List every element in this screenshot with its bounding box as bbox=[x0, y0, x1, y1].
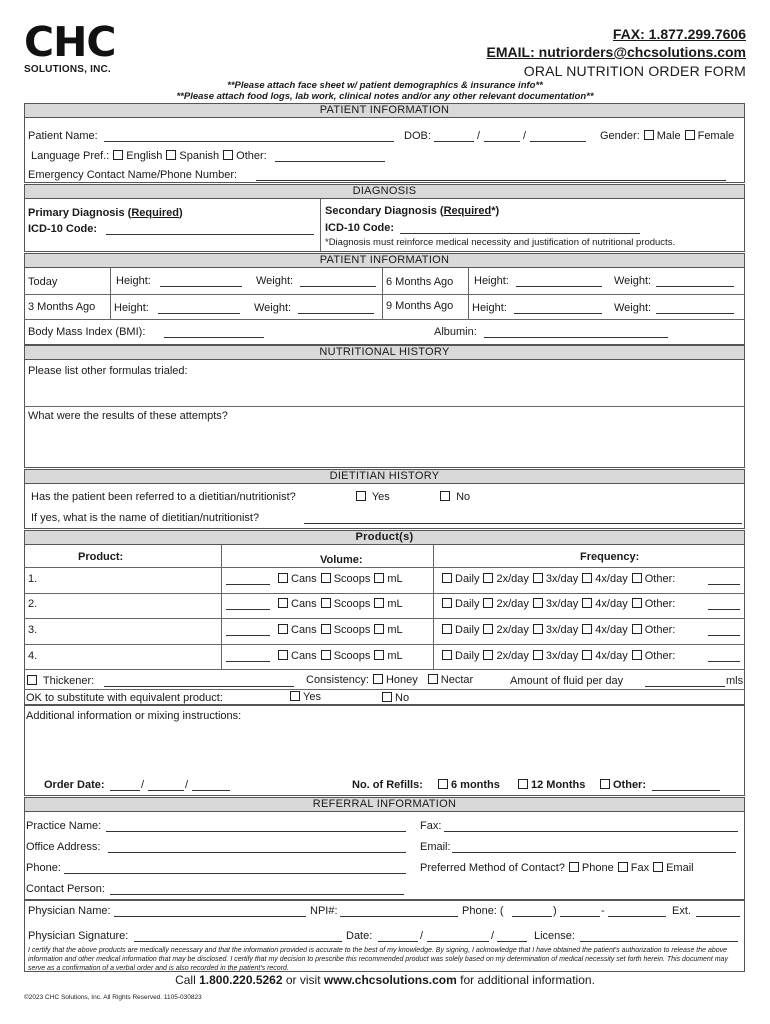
bmi-field[interactable] bbox=[164, 337, 264, 338]
refill-6-label: 6 months bbox=[451, 779, 500, 791]
product-2-4x-label: 4x/day bbox=[595, 598, 628, 610]
product-1-ml-label: mL bbox=[387, 573, 403, 585]
gender-label: Gender: bbox=[600, 130, 640, 142]
product-4-other-checkbox[interactable] bbox=[632, 650, 642, 660]
dob-label: DOB: bbox=[404, 130, 431, 142]
order-day-field[interactable] bbox=[148, 790, 184, 791]
dietitian-no-label: No bbox=[456, 491, 471, 503]
consistency-label: Consistency: bbox=[306, 674, 369, 686]
product-3-cans-label: Cans bbox=[291, 624, 317, 636]
product-column-header: Product: bbox=[78, 551, 124, 563]
certification-statement: I certify that the above products are medically necessary and that the information provided is accurate to the best of my knowledge. By signing, I acknowledge that I have obtained the patient's authorization to release the above information and other medical information that may be disclosed. I certify that my decision to prescribe this recommended product was solely based on my determination of medical necessity set forth herein. This document may serve as a confirmation of a verbal order and is also recorded in the patient's record. bbox=[28, 947, 728, 972]
signature-month-field[interactable] bbox=[378, 941, 418, 942]
product-1-other-field[interactable] bbox=[708, 584, 740, 585]
product-3-scoops-checkbox[interactable] bbox=[321, 624, 331, 634]
honey-checkbox[interactable] bbox=[373, 674, 383, 684]
product-3-cans-checkbox[interactable] bbox=[278, 624, 288, 634]
honey-label: Honey bbox=[385, 674, 418, 686]
refill-12-checkbox[interactable] bbox=[518, 779, 528, 789]
three-height-field[interactable] bbox=[158, 313, 240, 314]
product-2-ml-checkbox[interactable] bbox=[374, 598, 384, 608]
primary-diagnosis-label: Primary Diagnosis (Required) bbox=[28, 207, 183, 219]
product-2-2x-checkbox[interactable] bbox=[483, 598, 493, 608]
product-4-3x-checkbox[interactable] bbox=[533, 650, 543, 660]
product-2-daily-label: Daily bbox=[455, 598, 480, 610]
nectar-checkbox[interactable] bbox=[428, 674, 438, 684]
product-1-ml-checkbox[interactable] bbox=[374, 573, 384, 583]
product-1-cans-checkbox[interactable] bbox=[278, 573, 288, 583]
product-3-2x-label: 2x/day bbox=[496, 624, 529, 636]
female-checkbox[interactable] bbox=[685, 130, 695, 140]
attempt-results-label: What were the results of these attempts? bbox=[28, 410, 228, 422]
note-documentation: **Please attach food logs, lab work, clinical notes and/or any other relevant documentation** bbox=[176, 91, 594, 102]
product-1-other-checkbox[interactable] bbox=[632, 573, 642, 583]
product-4-volume-field[interactable] bbox=[226, 661, 270, 662]
product-4-other-label: Other: bbox=[644, 650, 676, 662]
nine-weight-label: Weight: bbox=[614, 302, 652, 314]
english-label: English bbox=[126, 150, 163, 162]
patient-name-field[interactable] bbox=[104, 141, 394, 142]
refill-other-label: Other: bbox=[613, 779, 646, 791]
dob-month-field[interactable] bbox=[434, 141, 474, 142]
male-checkbox[interactable] bbox=[644, 130, 654, 140]
logo-subtitle: SOLUTIONS, INC. bbox=[24, 64, 111, 75]
license-field[interactable] bbox=[580, 941, 738, 942]
product-row-4-label: 4. bbox=[28, 650, 38, 662]
product-2-3x-checkbox[interactable] bbox=[533, 598, 543, 608]
six-height-field[interactable] bbox=[516, 286, 602, 287]
product-row-1-label: 1. bbox=[28, 573, 38, 585]
footer-phone: 1.800.220.5262 bbox=[199, 973, 283, 987]
nine-height-field[interactable] bbox=[514, 313, 602, 314]
product-2-ml-label: mL bbox=[387, 598, 403, 610]
signature-date-label: Date: bbox=[346, 930, 373, 942]
product-row-2-label: 2. bbox=[28, 598, 38, 610]
product-3-daily-label: Daily bbox=[455, 624, 480, 636]
language-label: Language Pref.: bbox=[31, 150, 110, 162]
dietitian-yes-label: Yes bbox=[371, 491, 390, 503]
physician-phone-line-field[interactable] bbox=[608, 916, 666, 917]
six-weight-field[interactable] bbox=[656, 286, 734, 287]
product-3-2x-checkbox[interactable] bbox=[483, 624, 493, 634]
product-1-scoops-checkbox[interactable] bbox=[321, 573, 331, 583]
physician-area-code-field[interactable] bbox=[512, 916, 552, 917]
three-weight-label: Weight: bbox=[254, 302, 292, 314]
referral-email-field[interactable] bbox=[452, 852, 736, 853]
substitute-label: OK to substitute with equivalent product: bbox=[26, 692, 223, 704]
signature-day-field[interactable] bbox=[427, 941, 489, 942]
albumin-field[interactable] bbox=[484, 337, 668, 338]
product-1-volume-field[interactable] bbox=[226, 584, 270, 585]
section-dietitian-history: DIETITIAN HISTORY bbox=[24, 469, 745, 484]
section-patient-measures: PATIENT INFORMATION bbox=[24, 253, 745, 268]
product-4-2x-label: 2x/day bbox=[496, 650, 529, 662]
product-3-other-checkbox[interactable] bbox=[632, 624, 642, 634]
copyright: ©2023 CHC Solutions, Inc. All Rights Reserved. 1105-030823 bbox=[24, 994, 202, 1001]
substitute-yes-label: Yes bbox=[303, 691, 321, 703]
product-4-3x-label: 3x/day bbox=[545, 650, 579, 662]
practice-name-field[interactable] bbox=[106, 831, 406, 832]
product-3-volume-field[interactable] bbox=[226, 635, 270, 636]
refill-other-checkbox[interactable] bbox=[600, 779, 610, 789]
refill-12-label: 12 Months bbox=[531, 779, 586, 791]
section-patient-info: PATIENT INFORMATION bbox=[24, 103, 745, 118]
dietitian-referred-label: Has the patient been referred to a dietitian/nutritionist? bbox=[31, 491, 296, 503]
referral-phone-field[interactable] bbox=[64, 873, 406, 874]
spanish-label: Spanish bbox=[179, 150, 220, 162]
product-2-volume-field[interactable] bbox=[226, 609, 270, 610]
refill-6-checkbox[interactable] bbox=[438, 779, 448, 789]
ext-field[interactable] bbox=[696, 916, 740, 917]
product-3-daily-checkbox[interactable] bbox=[442, 624, 452, 634]
order-month-field[interactable] bbox=[110, 790, 140, 791]
product-1-2x-label: 2x/day bbox=[496, 573, 529, 585]
contact-fax-label: Fax bbox=[630, 862, 650, 874]
office-address-field[interactable] bbox=[108, 852, 406, 853]
product-4-ml-checkbox[interactable] bbox=[374, 650, 384, 660]
today-height-field[interactable] bbox=[160, 286, 242, 287]
order-year-field[interactable] bbox=[192, 790, 230, 791]
npi-label: NPI#: bbox=[310, 905, 338, 917]
physician-signature-field[interactable] bbox=[134, 941, 342, 942]
form-title: ORAL NUTRITION ORDER FORM bbox=[523, 63, 746, 79]
today-weight-label: Weight: bbox=[256, 275, 294, 287]
contact-email-label: Email bbox=[666, 862, 694, 874]
product-4-cans-checkbox[interactable] bbox=[278, 650, 288, 660]
product-4-daily-checkbox[interactable] bbox=[442, 650, 452, 660]
physician-phone-prefix-field[interactable] bbox=[560, 916, 600, 917]
product-4-daily-label: Daily bbox=[455, 650, 480, 662]
refill-other-field[interactable] bbox=[652, 790, 720, 791]
bmi-label: Body Mass Index (BMI): bbox=[28, 326, 146, 338]
spanish-checkbox[interactable] bbox=[166, 150, 176, 160]
contact-person-label: Contact Person: bbox=[26, 883, 105, 895]
physician-name-label: Physician Name: bbox=[28, 905, 111, 917]
product-1-other-label: Other: bbox=[644, 573, 676, 585]
thickener-label: Thickener: bbox=[42, 675, 95, 687]
dietitian-name-label: If yes, what is the name of dietitian/nutritionist? bbox=[31, 512, 260, 524]
section-referral-info: REFERRAL INFORMATION bbox=[24, 797, 745, 812]
product-2-cans-checkbox[interactable] bbox=[278, 598, 288, 608]
product-1-2x-checkbox[interactable] bbox=[483, 573, 493, 583]
referral-fax-label: Fax: bbox=[420, 820, 442, 832]
contact-person-field[interactable] bbox=[110, 894, 404, 895]
section-nutritional-history: NUTRITIONAL HISTORY bbox=[24, 345, 745, 360]
contact-fax-checkbox[interactable] bbox=[618, 862, 628, 872]
language-other-checkbox[interactable] bbox=[223, 150, 233, 160]
male-label: Male bbox=[656, 130, 681, 142]
emergency-contact-label: Emergency Contact Name/Phone Number: bbox=[28, 169, 238, 181]
product-1-daily-checkbox[interactable] bbox=[442, 573, 452, 583]
formulas-trialed-label: Please list other formulas trialed: bbox=[28, 365, 188, 377]
physician-phone-label: Phone: ( bbox=[462, 905, 504, 917]
license-label: License: bbox=[534, 930, 575, 942]
contact-email-checkbox[interactable] bbox=[653, 862, 663, 872]
thickener-checkbox[interactable] bbox=[27, 675, 37, 685]
product-1-daily-label: Daily bbox=[455, 573, 480, 585]
company-logo bbox=[24, 18, 116, 75]
mls-label: mls bbox=[726, 675, 744, 687]
refills-label: No. of Refills: bbox=[352, 779, 423, 791]
referral-email-label: Email: bbox=[420, 841, 451, 853]
product-2-daily-checkbox[interactable] bbox=[442, 598, 452, 608]
secondary-diagnosis-label: Secondary Diagnosis (Required*) bbox=[325, 205, 500, 217]
female-label: Female bbox=[697, 130, 735, 142]
product-1-scoops-label: Scoops bbox=[333, 573, 371, 585]
nectar-label: Nectar bbox=[440, 674, 474, 686]
additional-info-label: Additional information or mixing instructions: bbox=[26, 710, 242, 722]
footer-contact: Call 1.800.220.5262 or visit www.chcsolutions.com for additional information. bbox=[175, 973, 595, 987]
logo-text: CHC bbox=[24, 18, 116, 66]
frequency-column-header: Frequency: bbox=[580, 551, 640, 563]
office-address-label: Office Address: bbox=[26, 841, 101, 853]
product-2-scoops-label: Scoops bbox=[333, 598, 371, 610]
signature-year-field[interactable] bbox=[497, 941, 527, 942]
nine-height-label: Height: bbox=[472, 302, 507, 314]
albumin-label: Albumin: bbox=[434, 326, 477, 338]
today-label: Today bbox=[28, 276, 58, 288]
volume-column-header: Volume: bbox=[320, 554, 363, 566]
today-weight-field[interactable] bbox=[300, 286, 376, 287]
dietitian-no-checkbox[interactable] bbox=[440, 491, 450, 501]
product-3-3x-checkbox[interactable] bbox=[533, 624, 543, 634]
dietitian-name-field[interactable] bbox=[304, 523, 742, 524]
six-weight-label: Weight: bbox=[614, 275, 652, 287]
product-3-ml-checkbox[interactable] bbox=[374, 624, 384, 634]
language-other-label: Other: bbox=[236, 150, 267, 162]
physician-name-field[interactable] bbox=[114, 916, 306, 917]
diagnosis-note: *Diagnosis must reinforce medical necessity and justification of nutritional products. bbox=[325, 237, 676, 248]
product-row-3-label: 3. bbox=[28, 624, 38, 636]
product-3-4x-checkbox[interactable] bbox=[582, 624, 592, 634]
ext-label: Ext. bbox=[672, 905, 691, 917]
nine-months-label: 9 Months Ago bbox=[386, 300, 454, 312]
product-1-4x-label: 4x/day bbox=[595, 573, 628, 585]
today-height-label: Height: bbox=[116, 275, 151, 287]
patient-name-label: Patient Name: bbox=[28, 130, 98, 142]
six-months-label: 6 Months Ago bbox=[386, 276, 454, 288]
primary-icd-label: ICD-10 Code: bbox=[28, 223, 98, 235]
substitute-no-checkbox[interactable] bbox=[382, 692, 392, 702]
product-2-other-label: Other: bbox=[644, 598, 676, 610]
product-3-ml-label: mL bbox=[387, 624, 403, 636]
six-height-label: Height: bbox=[474, 275, 509, 287]
product-2-3x-label: 3x/day bbox=[545, 598, 579, 610]
product-1-3x-checkbox[interactable] bbox=[533, 573, 543, 583]
product-1-3x-label: 3x/day bbox=[545, 573, 579, 585]
contact-phone-label: Phone bbox=[581, 862, 614, 874]
language-other-field[interactable] bbox=[275, 161, 385, 162]
product-2-other-field[interactable] bbox=[708, 609, 740, 610]
order-date-label: Order Date: bbox=[44, 779, 105, 791]
thickener-field[interactable] bbox=[104, 686, 294, 687]
dob-year-field[interactable] bbox=[530, 141, 586, 142]
product-3-other-label: Other: bbox=[644, 624, 676, 636]
product-3-4x-label: 4x/day bbox=[595, 624, 628, 636]
referral-box bbox=[24, 797, 745, 900]
product-2-scoops-checkbox[interactable] bbox=[321, 598, 331, 608]
emergency-contact-field[interactable] bbox=[256, 180, 726, 181]
npi-field[interactable] bbox=[340, 916, 458, 917]
section-diagnosis: DIAGNOSIS bbox=[24, 184, 745, 199]
fluid-amount-label: Amount of fluid per day bbox=[510, 675, 624, 687]
product-1-cans-label: Cans bbox=[291, 573, 317, 585]
product-2-cans-label: Cans bbox=[291, 598, 317, 610]
fluid-amount-field[interactable] bbox=[645, 686, 725, 687]
secondary-icd-field[interactable] bbox=[400, 233, 640, 234]
product-3-scoops-label: Scoops bbox=[333, 624, 371, 636]
product-2-4x-checkbox[interactable] bbox=[582, 598, 592, 608]
product-4-other-field[interactable] bbox=[708, 661, 740, 662]
dob-day-field[interactable] bbox=[484, 141, 520, 142]
product-4-4x-checkbox[interactable] bbox=[582, 650, 592, 660]
english-checkbox[interactable] bbox=[113, 150, 123, 160]
three-height-label: Height: bbox=[114, 302, 149, 314]
note-face-sheet: **Please attach face sheet w/ patient demographics & insurance info** bbox=[227, 80, 543, 91]
product-4-4x-label: 4x/day bbox=[595, 650, 628, 662]
physician-signature-label: Physician Signature: bbox=[28, 930, 129, 942]
order-email: EMAIL: nutriorders@chcsolutions.com bbox=[486, 44, 746, 60]
product-3-3x-label: 3x/day bbox=[545, 624, 579, 636]
substitute-no-label: No bbox=[395, 692, 410, 704]
fax-number: FAX: 1.877.299.7606 bbox=[612, 26, 746, 42]
section-products: Product(s) bbox=[24, 530, 745, 545]
three-months-label: 3 Months Ago bbox=[28, 301, 96, 313]
product-4-2x-checkbox[interactable] bbox=[483, 650, 493, 660]
practice-name-label: Practice Name: bbox=[26, 820, 102, 832]
dietitian-yes-checkbox[interactable] bbox=[356, 491, 366, 501]
footer-website-link[interactable]: www.chcsolutions.com bbox=[323, 973, 457, 987]
product-4-ml-label: mL bbox=[387, 650, 403, 662]
referral-fax-field[interactable] bbox=[444, 831, 738, 832]
product-2-other-checkbox[interactable] bbox=[632, 598, 642, 608]
product-4-cans-label: Cans bbox=[291, 650, 317, 662]
product-4-scoops-label: Scoops bbox=[333, 650, 371, 662]
product-2-2x-label: 2x/day bbox=[496, 598, 529, 610]
secondary-icd-label: ICD-10 Code: bbox=[325, 222, 395, 234]
contact-phone-checkbox[interactable] bbox=[569, 862, 579, 872]
substitute-yes-checkbox[interactable] bbox=[290, 691, 300, 701]
product-3-other-field[interactable] bbox=[708, 635, 740, 636]
referral-phone-label: Phone: bbox=[26, 862, 61, 874]
product-1-4x-checkbox[interactable] bbox=[582, 573, 592, 583]
nine-weight-field[interactable] bbox=[656, 313, 734, 314]
preferred-contact-label: Preferred Method of Contact? bbox=[420, 862, 565, 874]
product-4-scoops-checkbox[interactable] bbox=[321, 650, 331, 660]
three-weight-field[interactable] bbox=[298, 313, 374, 314]
primary-icd-field[interactable] bbox=[106, 234, 314, 235]
